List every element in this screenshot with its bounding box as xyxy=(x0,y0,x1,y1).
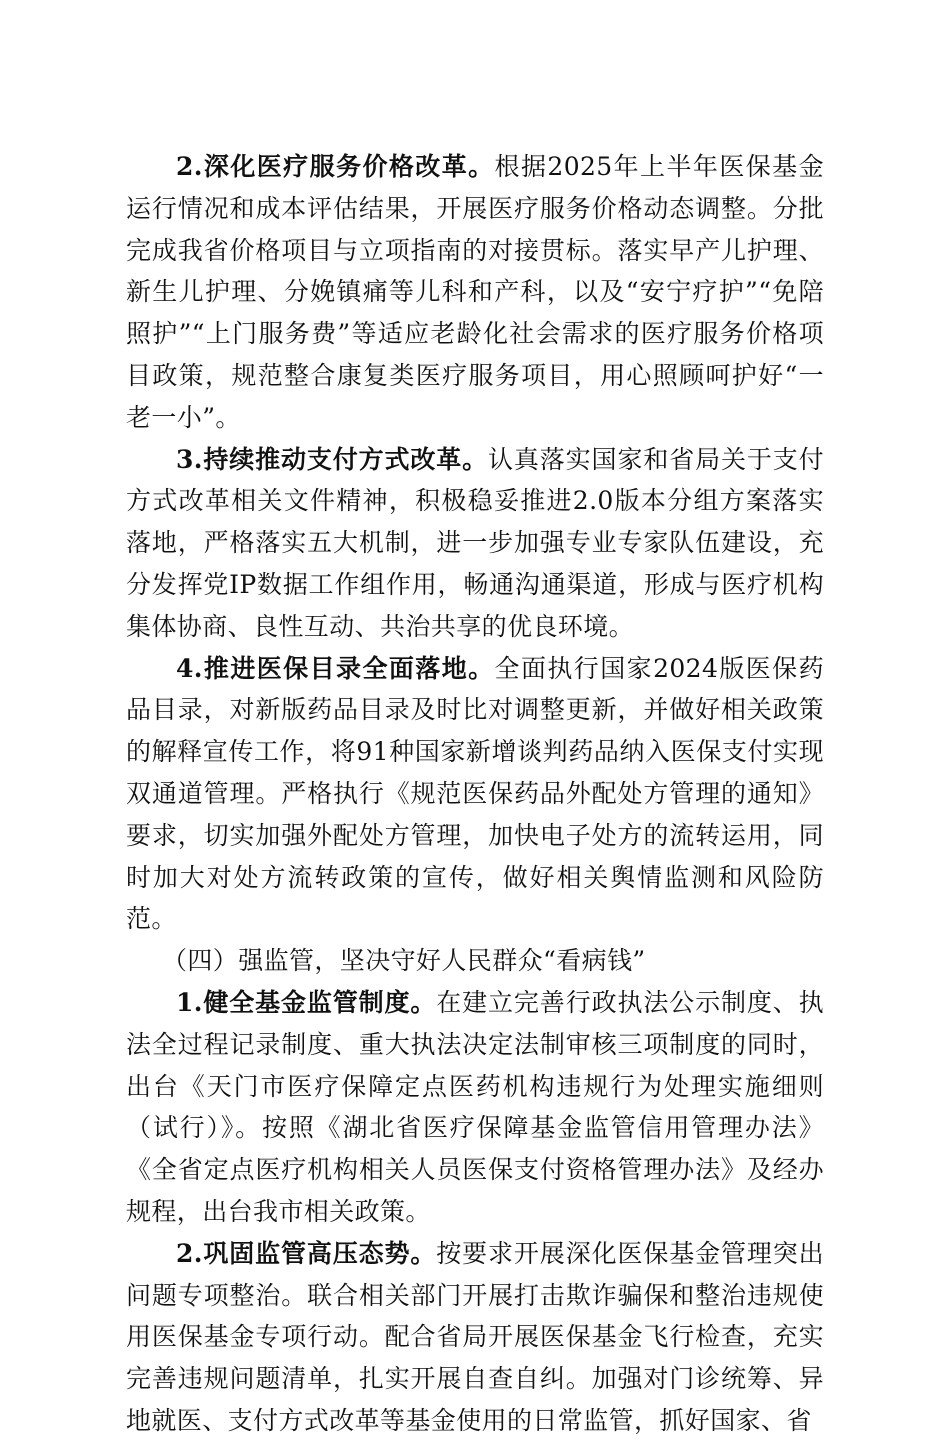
paragraph-regulation-pressure xyxy=(126,1233,824,1442)
paragraph-price-reform xyxy=(126,146,824,439)
paragraph-fund-supervision xyxy=(126,982,824,1233)
paragraph-text: 在建立完善行政执法公示制度、执法全过程记录制度、重大执法决定法制审核三项制度的同时，出台《天门市医疗保障定点医药机构违规行为处理实施细则（试行）》。按照《湖北省医疗保障基金监管信用管理办法》《全省定点医疗机构相关人员医保支付资格管理办法》及经办规程，出台我市相关政策。 xyxy=(126,987,824,1226)
paragraph-text: 全面执行国家2024版医保药品目录，对新版药品目录及时比对调整更新，并做好相关政策的解释宣传工作，将91种国家新增谈判药品纳入医保支付实现双通道管理。严格执行《规范医保药品外配处方管理的通知》要求，切实加强外配处方管理，加快电子处方的流转运用，同时加大对处方流转政策的宣传，做好相关舆情监测和风险防范。 xyxy=(126,653,824,934)
paragraph-lead: 3.持续推动支付方式改革。 xyxy=(176,444,489,474)
section-heading: （四）强监管，坚决守好人民群众“看病钱” xyxy=(162,946,646,976)
paragraph-text: 按要求开展深化医保基金管理突出问题专项整治。联合相关部门开展打击欺诈骗保和整治违规使用医保基金专项行动。配合省局开展医保基金飞行检查，充实完善违规问题清单，扎实开展自查自纠。加强对门诊统筹、异地就医、支付方式改革等基金使用的日常监管，抓好国家、省 xyxy=(126,1238,824,1435)
paragraph-text: 根据2025年上半年医保基金运行情况和成本评估结果，开展医疗服务价格动态调整。分批完成我省价格项目与立项指南的对接贯标。落实早产儿护理、新生儿护理、分娩镇痛等儿科和产科，以及“安宁疗护”“免陪照护”“上门服务费”等适应老龄化社会需求的医疗服务价格项目政策，规范整合康复类医疗服务项目，用心照顾呵护好“一老一小”。 xyxy=(126,152,824,432)
paragraph-catalog xyxy=(126,648,824,941)
paragraph-lead: 2.巩固监管高压态势。 xyxy=(176,1238,437,1268)
paragraph-lead: 2.深化医疗服务价格改革。 xyxy=(176,152,495,181)
document-body xyxy=(126,146,824,1442)
paragraph-lead: 4.推进医保目录全面落地。 xyxy=(176,653,495,683)
paragraph-payment-reform xyxy=(126,439,824,648)
paragraph-lead: 1.健全基金监管制度。 xyxy=(176,987,437,1017)
paragraph-text: 认真落实国家和省局关于支付方式改革相关文件精神，积极稳妥推进2.0版本分组方案落实落地，严格落实五大机制，进一步加强专业专家队伍建设，充分发挥党IP数据工作组作用，畅通沟通渠道，形成与医疗机构集体协商、良性互动、共治共享的优良环境。 xyxy=(126,444,824,641)
